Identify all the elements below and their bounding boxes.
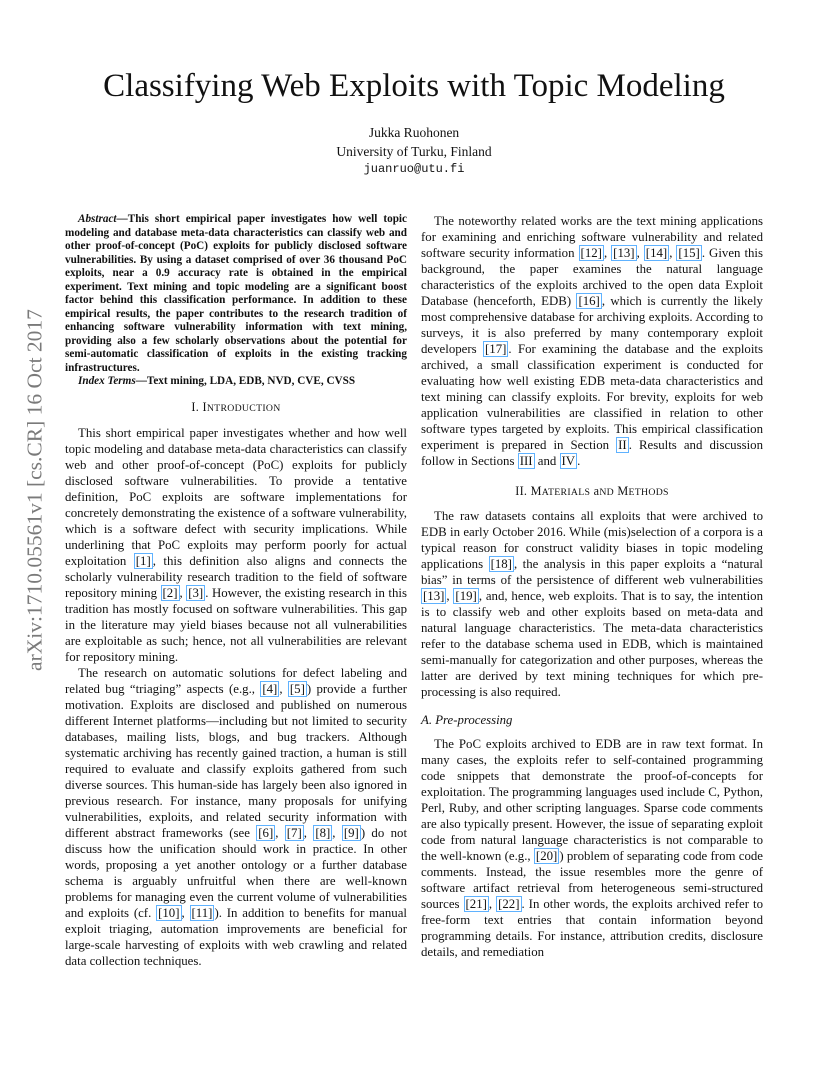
abstract-label: Abstract bbox=[78, 213, 117, 225]
paragraph-text: ). In addition to benefits for manual exploit triaging, automation improvements are beneficial for large-scale harvesting of exploits with web crawling and related data collection techniques. bbox=[65, 905, 407, 968]
paragraph bbox=[421, 213, 763, 469]
citation-link[interactable]: [14] bbox=[645, 246, 668, 260]
paragraph-text: , bbox=[279, 681, 288, 696]
citation-link[interactable]: [16] bbox=[578, 294, 600, 308]
paragraph-text: , bbox=[669, 246, 677, 260]
citation-link[interactable]: [2] bbox=[162, 585, 178, 600]
paragraph-text: . For examining the database and the exploits archived, a small classification experiment is conducted for evaluating how well existing EDB meta-data characteristics and text mining can classify exploits. For brevity, exploits for web application vulnerabilities are classified in relation to other software types targeted by exploits. This empirical classification experiment is prepared in Section bbox=[421, 342, 763, 452]
section-heading-introduction: I. INTRODUCTION bbox=[191, 399, 281, 414]
index-terms-text: —Text mining, LDA, EDB, NVD, CVE, CVSS bbox=[135, 375, 356, 387]
paragraph-text: The raw datasets contains all exploits that were archived to EDB in early October 2016. While (mis)selection of a corpora is a typical reason for construct validity biases in topic modeling applications bbox=[421, 509, 763, 571]
paragraph-text: , bbox=[603, 246, 612, 260]
citation-link[interactable]: [13] bbox=[613, 246, 635, 260]
right-column bbox=[421, 213, 763, 960]
paragraph-text: , bbox=[488, 897, 497, 911]
paragraph-text: , bbox=[303, 825, 314, 840]
citation-link[interactable]: [6] bbox=[258, 825, 274, 840]
index-terms bbox=[65, 375, 407, 389]
section-heading-methods: II. MATERIALS aND METHODS bbox=[515, 484, 669, 498]
paragraph-text: , bbox=[181, 905, 190, 920]
citation-link[interactable]: [18] bbox=[490, 557, 512, 571]
citation-link[interactable]: [17] bbox=[485, 342, 507, 356]
citation-link[interactable]: [1] bbox=[135, 553, 151, 568]
citation-link[interactable]: II bbox=[618, 438, 627, 452]
paragraph bbox=[421, 508, 763, 700]
citation-link[interactable]: [21] bbox=[465, 897, 487, 911]
paragraph-text: The research on automatic solutions for defect labeling and related bug “triaging” aspects (e.g., bbox=[65, 665, 407, 696]
author-affiliation: University of Turku, Finland bbox=[336, 144, 492, 159]
citation-link[interactable]: [19] bbox=[455, 589, 477, 603]
paragraph-text: , bbox=[179, 585, 187, 600]
citation-link[interactable]: [3] bbox=[188, 585, 204, 600]
author-email: juanruo@utu.fi bbox=[363, 162, 465, 176]
paragraph-text: . In other words, the exploits archived refer to free-form text entries that contain information beyond programming details. For instance, attribution credits, disclosure details, and remediation bbox=[421, 897, 764, 959]
citation-link[interactable]: [8] bbox=[315, 825, 331, 840]
citation-link[interactable]: [12] bbox=[580, 246, 602, 260]
subsection-heading-preprocessing: A. Pre-processing bbox=[421, 713, 513, 727]
paragraph-text: and bbox=[534, 454, 560, 468]
citation-link[interactable]: [9] bbox=[343, 825, 359, 840]
citation-link[interactable]: [22] bbox=[498, 897, 520, 911]
citation-link[interactable]: [11] bbox=[191, 905, 213, 920]
index-terms-label: Index Terms bbox=[78, 375, 136, 387]
citation-link[interactable]: [10] bbox=[158, 905, 180, 920]
arxiv-stamp bbox=[20, 290, 50, 690]
abstract-text: —This short empirical paper investigates how well topic modeling and database meta-data characteristics can classify web and other proof-of-concept (PoC) exploits for publicly disclosed software vulnerabilities. By using a dataset comprised of over 36 thousand PoC exploits, near a 0.9 accuracy rate is obtained in the empirical experiment. Text mining and topic modeling are a significant boost factor behind this classification performance. In addition to these empirical results, the paper contributes to the research tradition of enhancing software vulnerability information with text mining, providing also a few scholarly observations about the potential for semi-automatic classification of exploits in the existing tracking infrastructures. bbox=[65, 213, 407, 374]
paragraph-text: . However, the existing research in this tradition has mostly focused on software vulnerabilities. This gap in the literature may yield biases because not all vulnerabilities are exploitable as such; hence, not all vulnerabilities are relevant for repository mining. bbox=[65, 585, 407, 664]
abstract bbox=[65, 213, 407, 375]
paragraph-text: , bbox=[332, 825, 342, 840]
paragraph-text: , the analysis in this paper exploits a “natural bias” in terms of the persistence of different web vulnerabilities bbox=[421, 557, 763, 587]
paragraph-text: The PoC exploits archived to EDB are in raw text format. In many cases, the exploits refer to self-contained programming code snippets that demonstrate the proof-of-concepts for exploitation. The programming languages used include C, Python, Perl, Ruby, and other scripting languages. Sparse code comments are also typically present. However, the issue of separating exploit code from natural language characteristics is not comparable to the well-known (e.g., bbox=[421, 737, 763, 863]
citation-link[interactable]: IV bbox=[561, 454, 576, 468]
citation-link[interactable]: [5] bbox=[289, 681, 305, 696]
paragraph bbox=[421, 736, 763, 960]
paragraph-text: , bbox=[446, 589, 454, 603]
paragraph-text: ) provide a further motivation. Exploits are disclosed and published on numerous different Internet platforms—including but not limited to security databases, mailing lists, blogs, and bug trackers. Although systematic archiving has recently gained traction, a human is still required to evaluate and classify exploits gathered from such diverse sources. This human-side has largely been also ignored in previous research. For instance, many proposals for unifying vulnerabilities, exploits, and related security information with different abstract frameworks (see bbox=[65, 681, 408, 840]
paper-title: Classifying Web Exploits with Topic Modeling bbox=[103, 68, 725, 104]
citation-link[interactable]: III bbox=[519, 454, 533, 468]
paragraph bbox=[65, 425, 407, 665]
paragraph-text: , which is currently the likely most comprehensive database for archiving exploits. According to surveys, it is also preferred by many contemporary exploit developers bbox=[421, 294, 763, 356]
paragraph bbox=[65, 665, 407, 969]
paragraph-text: This short empirical paper investigates whether and how well topic modeling and database meta-data characteristics can classify web and other proof-of-concept (PoC) exploits for publicly disclosed software vulnerabilities. To provide a tentative definition, PoC exploits are software implementations for concretely demonstrating the existence of a software vulnerability, which is a software defect with security implications. While underlining that PoC exploits may perform poorly for actual exploitation bbox=[65, 425, 407, 568]
paragraph-text: , this definition also aligns and connects the scholarly vulnerability research tradition to the field of software repository mining bbox=[65, 553, 407, 600]
citation-link[interactable]: [20] bbox=[535, 849, 558, 863]
left-column bbox=[65, 213, 407, 969]
paragraph-text: . Given this background, the paper examines the natural language characteristics of the exploits archived to the open data Exploit Database (henceforth, EDB) bbox=[421, 246, 763, 308]
paragraph-text: . bbox=[577, 454, 581, 468]
paragraph-text: , and, hence, web exploits. That is to say, the intention is to classify web and other exploits based on meta-data and natural language characteristics. The meta-data characteristics refer to the database schema used in EDB, which is maintained semi-manually for categorization and other purposes, whereas the latter are derived by text mining techniques for which pre-processing is also required. bbox=[421, 589, 763, 699]
arxiv-stamp-text: arXiv:1710.05561v1 [cs.CR] 16 Oct 2017 bbox=[22, 309, 47, 671]
paragraph-text: ) do not discuss how the unification should work in practice. In other words, proposing a yet another ontology or a further database schema is arguably unfruitful when there are well-known problems for managing even the current volume of vulnerabilities and exploits (cf. bbox=[65, 825, 408, 920]
paragraph-text: ) problem of separating code from code comments. Instead, the issue resembles more the genre of software artifact retrieval from heterogeneous semi-structured sources bbox=[421, 849, 764, 911]
paragraph-text: . Results and discussion follow in Sections bbox=[421, 438, 763, 468]
paragraph-text: The noteworthy related works are the text mining applications for examining and enriching software vulnerability and related software security information bbox=[421, 214, 763, 260]
citation-link[interactable]: [7] bbox=[286, 825, 302, 840]
citation-link[interactable]: [13] bbox=[423, 589, 445, 603]
citation-link[interactable]: [15] bbox=[678, 246, 700, 260]
paragraph-text: , bbox=[275, 825, 285, 840]
citation-link[interactable]: [4] bbox=[262, 681, 278, 696]
paragraph-text: , bbox=[636, 246, 644, 260]
author-name: Jukka Ruohonen bbox=[368, 125, 460, 140]
